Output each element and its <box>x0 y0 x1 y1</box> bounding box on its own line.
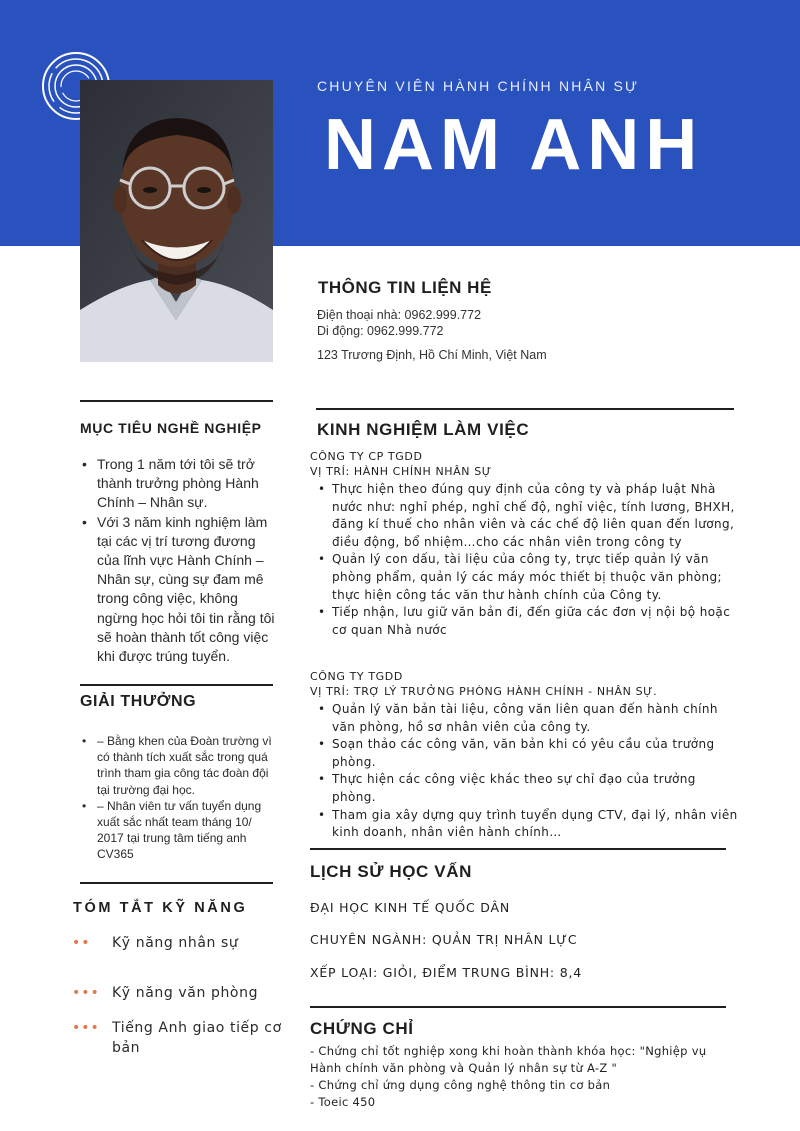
list-item: • Quản lý văn bản tài liệu, công văn liên quan đến hành chính văn phòng, hồ sơ nhân viên của công ty. <box>310 701 740 736</box>
skill-level-dots: ••• <box>72 985 100 1001</box>
list-item: • – Bằng khen của Đoàn trường vì có thành tích xuất sắc trong quá trình tham gia công tác đoàn đội tại trường đại học. <box>80 733 275 798</box>
contact-title: THÔNG TIN LIỆN HỆ <box>318 278 492 297</box>
company-name: CÔNG TY CP TGDD <box>310 450 423 463</box>
grade: XẾP LOẠI: GIỎI, ĐIỂM TRUNG BÌNH: 8,4 <box>310 965 582 980</box>
skill-label: Tiếng Anh giao tiếp cơ bản <box>112 1020 282 1056</box>
list-item: • Quản lý con dấu, tài liệu của công ty, trực tiếp quản lý văn phòng phẩm, quản lý các máy móc thiết bị thuộc văn phòng; thực hiện công tác văn thư hành chính của Công ty. <box>310 551 740 604</box>
list-item: • Tiếp nhận, lưu giữ văn bản đi, đến giữa các đơn vị nội bộ hoặc cơ quan Nhà nước <box>310 604 740 639</box>
home-phone: Điện thoại nhà: 0962.999.772 <box>317 308 482 322</box>
goal-list <box>80 455 275 666</box>
divider <box>316 408 734 410</box>
job-role: CHUYÊN VIÊN HÀNH CHÍNH NHÂN SỰ <box>317 78 640 94</box>
job-position: VỊ TRÍ: HÀNH CHÍNH NHÂN SỰ <box>310 465 492 478</box>
skill-label: Kỹ năng nhân sự <box>112 935 239 951</box>
certificates-list <box>310 1043 740 1111</box>
job-entry <box>310 449 740 639</box>
list-item: • Tham gia xây dựng quy trình tuyển dụng CTV, đại lý, nhân viên kinh doanh, nhân viên hành chính… <box>310 807 740 842</box>
address: 123 Trương Định, Hồ Chí Minh, Việt Nam <box>317 348 547 362</box>
skill-label: Kỹ năng văn phòng <box>112 985 259 1001</box>
list-item: - Toeic 450 <box>310 1095 376 1109</box>
portrait-image <box>80 80 273 362</box>
awards-title: GIẢI THƯỞNG <box>80 693 197 710</box>
list-item: • Thực hiện theo đúng quy định của công ty và pháp luật Nhà nước như: nghỉ phép, nghỉ chế độ, nghỉ việc, tính lương, BHXH, đăng kí thuế cho nhân viên và các chế độ liên quan đến lương, điều động, bổ nhiệm…cho các nhân viên trong công ty <box>310 481 740 551</box>
education-title: LỊCH SỬ HỌC VẤN <box>310 862 472 881</box>
divider <box>80 684 273 686</box>
certificates-title: CHỨNG CHỈ <box>310 1019 414 1038</box>
divider <box>310 1006 726 1008</box>
skill-item <box>72 983 282 1003</box>
skills-title: TÓM TẮT KỸ NĂNG <box>73 900 248 916</box>
goal-title: MỤC TIÊU NGHỀ NGHIỆP <box>80 420 262 436</box>
skill-level-dots: ••• <box>72 1020 100 1036</box>
divider <box>80 400 273 402</box>
list-item: • Với 3 năm kinh nghiệm làm tại các vị trí tương đương của lĩnh vực Hành Chính – Nhân sự, cùng sự đam mê trong công việc, không ngừng học hỏi tôi tin rằng tôi sẽ hoàn thành tốt công việc khi được trúng tuyển. <box>80 513 275 667</box>
awards-list <box>80 733 275 863</box>
major: CHUYÊN NGÀNH: QUẢN TRỊ NHÂN LỰC <box>310 932 578 947</box>
skill-level-dots: •• <box>72 935 91 951</box>
list-item: - Chứng chỉ ứng dụng công nghệ thông tin cơ bản <box>310 1078 611 1092</box>
list-item: • Thực hiện các công việc khác theo sự chỉ đạo của trưởng phòng. <box>310 771 740 806</box>
candidate-name: NAM ANH <box>324 105 704 185</box>
mobile-phone: Di động: 0962.999.772 <box>317 324 444 338</box>
list-item: - Chứng chỉ tốt nghiệp xong khi hoàn thành khóa học: "Nghiệp vụ Hành chính văn phòng và Quản lý nhân sự từ A-Z " <box>310 1044 707 1075</box>
job-position: VỊ TRÍ: TRỢ LÝ TRƯỞNG PHÒNG HÀNH CHÍNH - NHÂN SỰ. <box>310 685 658 698</box>
divider <box>310 848 726 850</box>
skill-item <box>72 1018 282 1058</box>
profile-photo <box>80 80 273 362</box>
list-item: • Trong 1 năm tới tôi sẽ trở thành trưởng phòng Hành Chính – Nhân sự. <box>80 455 275 513</box>
job-entry <box>310 669 740 842</box>
skill-item <box>72 933 282 953</box>
list-item: • – Nhân viên tư vấn tuyển dụng xuất sắc nhất team tháng 10/ 2017 tại trung tâm tiếng anh CV365 <box>80 798 275 863</box>
divider <box>80 882 273 884</box>
experience-title: KINH NGHIỆM LÀM VIỆC <box>317 420 530 439</box>
company-name: CÔNG TY TGDD <box>310 670 403 683</box>
list-item: • Soạn thảo các công văn, văn bản khi có yêu cầu của trưởng phòng. <box>310 736 740 771</box>
school-name: ĐẠI HỌC KINH TẾ QUỐC DÂN <box>310 900 510 915</box>
